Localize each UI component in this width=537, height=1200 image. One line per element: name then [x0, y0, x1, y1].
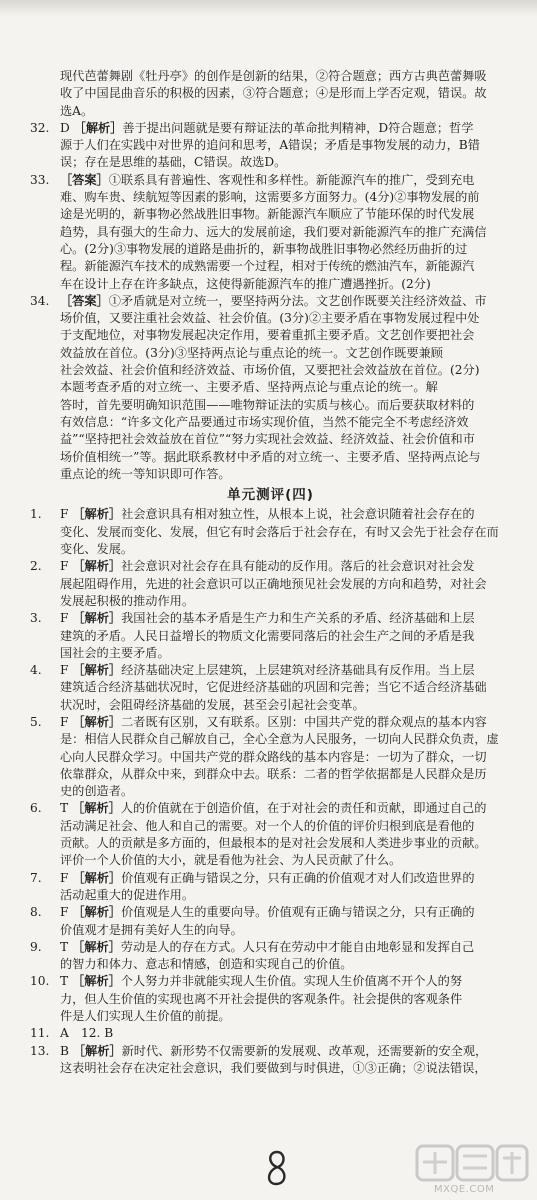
answer-tag: ［解析］ [72, 611, 122, 626]
text-line: 答时，首先要明确知识范围——唯物辩证法的实质与核心。而后要获取材料的 [60, 397, 475, 412]
text-line: 趋势，具有强大的生命力、远大的发展前途，我们要对新能源汽车的推广充满信 [60, 224, 487, 239]
answer-letter: F [60, 905, 73, 920]
text-segment: 社会意识具有相对独立性，从根本上说，社会意识随着社会存在的 [121, 507, 475, 522]
item-number: 7. [30, 870, 42, 885]
text-line: 场价值相统一”等。据此联系教材中矛盾的对立统一、主要矛盾、坚持两点论与 [60, 449, 481, 464]
item-number: 2. [30, 559, 42, 574]
answer-tag: ［解析］ [72, 559, 122, 574]
answer-item [26, 610, 515, 662]
text-line: 本题考查矛盾的对立统一、主要矛盾、坚持两点论与重点论的统一。解 [60, 380, 438, 395]
text-line: 国社会的主要矛盾。 [60, 645, 170, 660]
item-number: 32. [30, 120, 50, 135]
text-line: 价值观才是拥有美好人生的向导。 [60, 922, 243, 937]
answer-item [26, 558, 515, 610]
answer-item [26, 1025, 515, 1042]
text-line: 变化、发展。 [60, 542, 134, 557]
answer-letter: F [60, 663, 73, 678]
text-segment: 善于提出问题就是要有辩证法的革命批判精神，D符合题意；哲学 [122, 120, 474, 135]
text-line [60, 973, 515, 990]
answer-tag: ［解析］ [72, 714, 122, 729]
text-line [60, 939, 515, 956]
text-line: 益”“坚持把社会效益放在首位”“努力实现社会效益、经济效益、社会价值和市 [60, 432, 475, 447]
text-segment: ①联系具有普遍性、客观性和多样性。新能源汽车的推广，受到充电 [108, 172, 475, 187]
answer-item [26, 870, 515, 905]
answer-tag: ［解析］ [72, 939, 121, 954]
text-line: 难、购车贵、续航短等因素的影响，这需要多方面努力。(4分)②事物发展的前 [60, 190, 480, 205]
answer-item [26, 120, 515, 172]
answer-tag: ［解析］ [72, 801, 121, 816]
text-line [60, 904, 515, 921]
text-line [60, 120, 515, 137]
answer-letter: F [60, 611, 73, 626]
text-line: 收了中国昆曲音乐的积极的因素，③符合题意；④是形而上学否定观，错误。故 [60, 86, 487, 101]
text-line [60, 1043, 515, 1060]
item-number: 3. [30, 611, 42, 626]
text-segment: 价值观是人生的重要向导。价值观有正确与错误之分，只有正确的 [121, 905, 475, 920]
answer-item [26, 904, 515, 939]
item-number: 33. [30, 172, 50, 187]
answer-letter: T [60, 974, 73, 989]
item-number: 13. [30, 1043, 50, 1058]
text-line: 发展起积极的推动作用。 [60, 593, 195, 608]
text-segment: 劳动是人的存在方式。人只有在劳动中才能自由地彰显和发挥自己 [120, 939, 475, 954]
text-line: 车在设计上存在许多缺点，这使得新能源汽车的推广遭遇挫折。(2分) [60, 276, 431, 291]
text-line [60, 558, 515, 575]
item-number: 34. [30, 293, 50, 308]
text-segment: 个人努力并非就能实现人生价值。实现人生价值离不开个人的努 [120, 974, 463, 989]
watermark-text: MXQE.COM [434, 1184, 495, 1195]
answer-tag: ［解析］ [72, 905, 122, 920]
text-line: 评价一个人价值的大小，就是看他为社会、为人民贡献了什么。 [60, 853, 402, 868]
answers-part-1 [26, 120, 515, 379]
text-segment: 二者既有区别，又有联系。区别：中国共产党的群众观点的基本内容 [121, 714, 487, 729]
text-line: 有效信息：“许多文化产品要通过市场实现价值，当然不能完全不考虑经济效 [60, 414, 469, 429]
answer-letter: F [60, 870, 73, 885]
section-title: 单元测评(四) [227, 487, 314, 504]
item-number: 8. [30, 905, 42, 920]
answer-tag: ［解析］ [72, 974, 121, 989]
text-line: 展起阻碍作用，先进的社会意识可以正确地预见社会发展的方向和趋势，对社会 [60, 576, 487, 591]
answer-item [26, 172, 515, 293]
answer-tag: ［答案］ [60, 172, 109, 187]
text-line: 心。(2分)③事物发展的道路是曲折的，新事物战胜旧事物必然经历曲折的过 [60, 241, 468, 256]
text-line: 于支配地位，对事物发展起决定作用，要着重抓主要矛盾。文艺创作要把社会 [60, 328, 475, 343]
item-number: 11. [30, 1026, 50, 1041]
text-line: 社会效益、社会价值和经济效益、市场价值，又要把社会效益放在首位。(2分) [60, 363, 480, 378]
answer-item [26, 939, 515, 974]
answer-letter: T [60, 939, 73, 954]
text-segment: 经济基础决定上层建筑，上层建筑对经济基础具有反作用。当上层 [121, 663, 475, 678]
answer-letter: B [60, 1043, 73, 1058]
text-line: 效益放在首位。(3分)③坚持两点论与重点论的统一。文艺创作既要兼顾 [60, 345, 443, 360]
text-line: 误；存在是思维的基础，C错误。故选D。 [60, 155, 287, 170]
text-line [60, 714, 515, 731]
answer-tag: ［解析］ [72, 663, 122, 678]
text-line: 活动满足社会、他人和自己的需要。对一个人的价值的评价归根到底是看他的 [60, 818, 475, 833]
question-34-note [60, 379, 515, 483]
item-number: 5. [30, 714, 42, 729]
text-line: 的智力和体力、意志和情感，创造和实现自己的价值。 [60, 957, 353, 972]
answer-item [26, 293, 515, 379]
answer-tag: ［解析］ [72, 1043, 122, 1058]
text-line: 力，但人生价值的实现也离不开社会提供的客观条件。社会提供的客观条件 [60, 991, 463, 1006]
item-number: 9. [30, 939, 42, 954]
text-line [60, 610, 515, 627]
text-line: 状况时，会阻碍经济基础的发展，甚至会引起社会变革。 [60, 697, 365, 712]
answer-item [26, 1043, 515, 1078]
text-line: 这表明社会存在决定社会意识，我们要做到与时俱进，①③正确；②说法错误， [60, 1060, 487, 1075]
answer-letter: A 12. B [60, 1026, 114, 1041]
answers-part-2 [26, 506, 515, 1077]
text-line: 活动起重大的促进作用。 [60, 887, 195, 902]
answer-item [26, 714, 515, 800]
answer-item [26, 662, 515, 714]
text-line [60, 1025, 515, 1042]
handwritten-number-mark [262, 1148, 292, 1188]
text-line: 建筑适合经济基础状况时，它促进经济基础的巩固和完善；当它不适合经济基础 [60, 680, 487, 695]
text-segment: ①矛盾就是对立统一，要坚持两分法。文艺创作既要关注经济效益、市 [108, 293, 487, 308]
text-line: 心向人民群众学习。中国共产党的群众路线的基本内容是：一切为了群众，一切 [60, 749, 487, 764]
text-line: 贡献。人的贡献是多方面的，但最根本的是对社会发展和人类进步事业的贡献。 [60, 836, 487, 851]
text-line: 程。新能源汽车技术的成熟需要一个过程，相对于传统的燃油汽车，新能源汽 [60, 259, 475, 274]
text-line [60, 870, 515, 887]
text-line [60, 293, 515, 310]
text-line [60, 506, 515, 523]
answer-letter: F [60, 714, 73, 729]
text-line [60, 662, 515, 679]
answer-tag: ［解析］ [72, 507, 122, 522]
text-line: 变化、发展而变化、发展，但它有时会落后于社会存在，有时又会先于社会存在而 [60, 524, 499, 539]
answer-item [26, 973, 515, 1025]
text-line: 史的创造者。 [60, 784, 134, 799]
item-number: 10. [30, 974, 50, 989]
text-segment: 新时代、新形势不仅需要新的发展观、改革观，还需要新的安全观， [121, 1043, 488, 1058]
text-segment: 我国社会的基本矛盾是生产力和生产关系的矛盾、经济基础和上层 [121, 611, 475, 626]
answer-letter: F [60, 507, 73, 522]
text-line: 场价值，又要注重社会效益、社会价值。(3分)②主要矛盾在事物发展过程中处 [60, 311, 480, 326]
text-line: 选A。 [60, 103, 94, 118]
text-line [60, 172, 515, 189]
text-segment: 社会意识对社会存在具有能动的反作用。落后的社会意识对社会发 [121, 559, 475, 574]
text-line: 是：相信人民群众自己解放自己，全心全意为人民服务，一切向人民群众负责，虚 [60, 732, 499, 747]
text-line: 件是人们实现人生价值的前提。 [60, 1009, 231, 1024]
text-line [60, 800, 515, 817]
answer-tag: ［解析］ [72, 870, 122, 885]
answer-letter: D [60, 120, 74, 135]
text-line: 现代芭蕾舞剧《牡丹亭》的创作是创新的结果，②符合题意；西方古典芭蕾舞吸 [60, 69, 487, 83]
text-line: 途是光明的，新事物必然战胜旧事物。新能源汽车顺应了节能环保的时代发展 [60, 207, 475, 222]
item-number: 6. [30, 801, 42, 816]
intro-paragraph [26, 68, 515, 120]
answer-item [26, 800, 515, 869]
text-line: 依靠群众，从群众中来，到群众中去。联系：二者的哲学依据都是人民群众是历 [60, 766, 487, 781]
answer-tag: ［解析］ [73, 120, 123, 135]
answer-letter: F [60, 559, 73, 574]
text-segment: 价值观有正确与错误之分，只有正确的价值观才对人们改造世界的 [121, 870, 475, 885]
item-number: 1. [30, 507, 42, 522]
answer-item [26, 506, 515, 558]
text-line: 建筑的矛盾。人民日益增长的物质文化需要同落后的社会生产之间的矛盾是我 [60, 628, 475, 643]
answer-letter: T [60, 801, 73, 816]
text-segment: 人的价值就在于创造价值，在于对社会的责任和贡献，即通过自己的 [120, 801, 487, 816]
text-line: 源于人们在实践中对世界的追问和思考，A错误；矛盾是事物发展的动力，B错 [60, 138, 480, 153]
answer-tag: ［答案］ [60, 293, 109, 308]
text-line: 重点论的统一等知识即可作答。 [60, 466, 231, 481]
item-number: 4. [30, 663, 42, 678]
